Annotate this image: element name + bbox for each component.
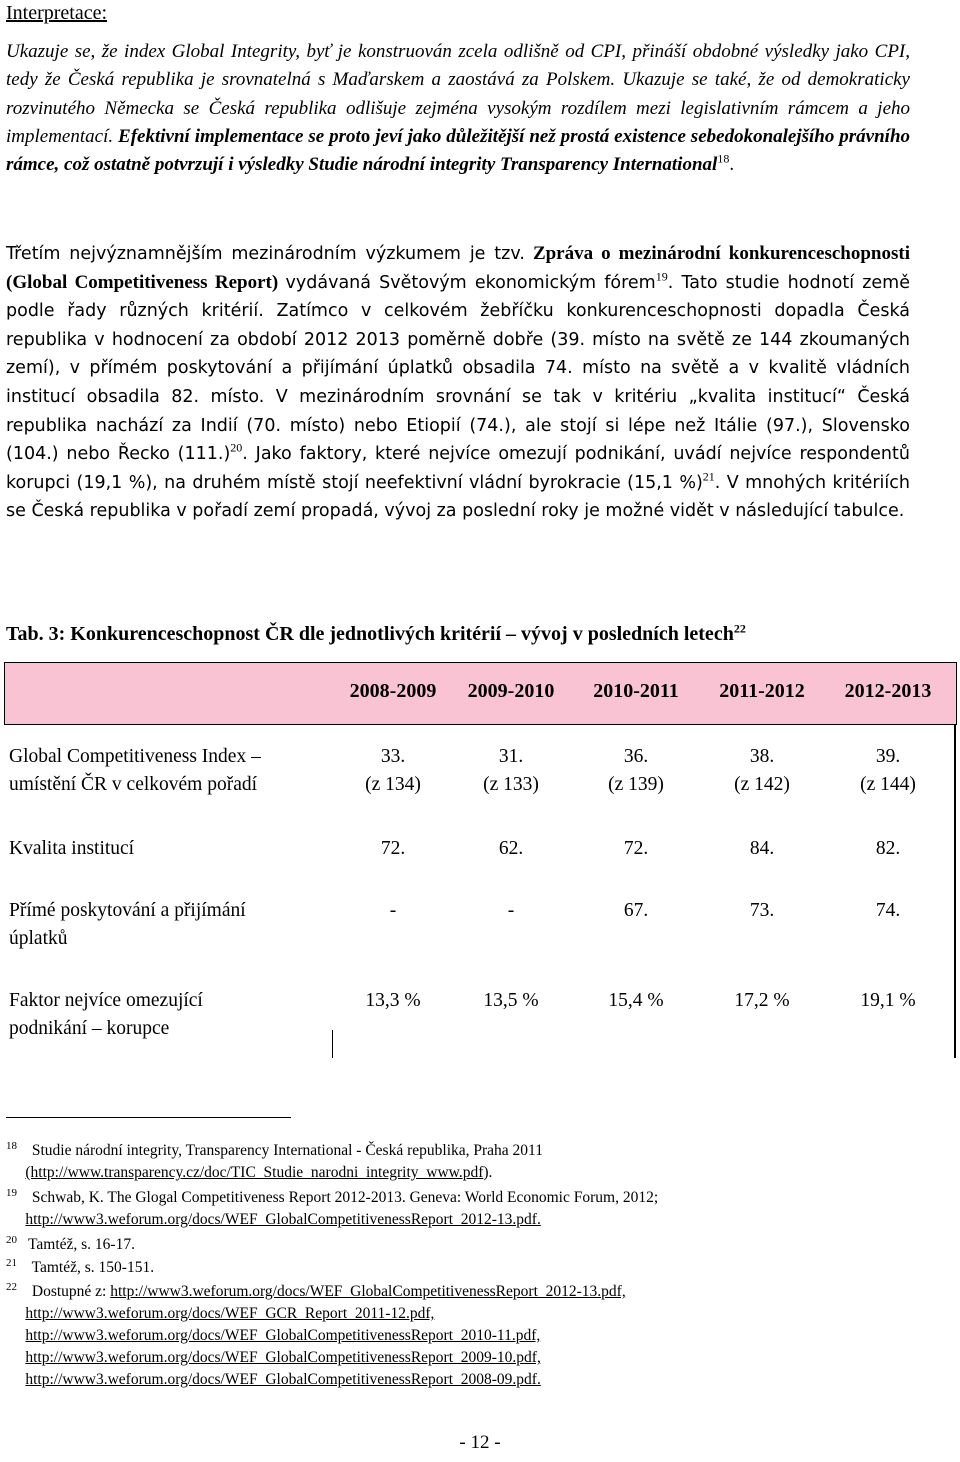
table-cell: 17,2 % [734, 990, 790, 1011]
table-caption [6, 620, 746, 648]
row-label [9, 743, 309, 799]
footnote-link[interactable]: http://www3.weforum.org/docs/WEF_GlobalCompetitivenessReport_2008-09.pdf. [25, 1371, 541, 1388]
table-cell: 39. (z 144) [860, 746, 916, 795]
table-cell: 72. [623, 838, 649, 859]
row-label [9, 987, 309, 1043]
p2-c: vydávaná Světovým ekonomickým fórem [285, 272, 656, 293]
table-cell: 72. [380, 838, 406, 859]
footnote-link[interactable]: http://www3.weforum.org/docs/WEF_GlobalCompetitivenessReport_2009-10.pdf, [25, 1349, 541, 1366]
footnote-text: ). [483, 1164, 493, 1181]
p2-d: . Tato studie hodnotí země podle řady různých kritérií. Zatímco v celkovém žebříčku konkurenceschopnosti dopadla Česká republika v hodnocení za období 2012 2013 poměrně dobře (39. místo na světě ze 144 zkoumaných zemí), v přímém poskytování a přijímání úplatků obsadila 74. místo na světě a v kvalitě vládních institucí obsadila 82. místo. V mezinárodním srovnání se tak v kritériu „kvalita institucí“ Česká republika nachází za Indií (70. místo) nebo Etiopií (74.), ale stojí si lépe než Itálie (97.), Slovensko (104.) nebo Řecko (111.) [6, 272, 910, 465]
table-right-border [954, 725, 956, 1058]
footnote-ref-18[interactable]: 18 [717, 151, 730, 166]
p2-a: Třetím nejvýznamnějším mezinárodním výzkumem je tzv. [6, 244, 525, 264]
row-label [9, 897, 309, 953]
footnote-text: Schwab, K. The Glogal Competitiveness Report 2012-2013. Geneva: World Economic Forum, 2012; [31, 1189, 659, 1206]
footnote-ref-22[interactable]: 22 [733, 621, 746, 636]
row-label-line: podnikání – korupce [9, 1018, 170, 1039]
footnote-ref-20[interactable]: 20 [230, 440, 243, 455]
table-cell: 67. [623, 900, 649, 921]
paragraph-interpretation [6, 38, 910, 179]
p1-sentence-2c: jeví jako důležitější než prostá existence sebedokonalejšího právního rámce, což ostatně potvrzují i výsledky Studie národní integrity Transparency International [6, 125, 911, 176]
year-header: 2012-2013 [844, 680, 932, 702]
year-header: 2008-2009 [349, 680, 437, 702]
footnote-link[interactable]: (http://www.transparency.cz/doc/TIC_Studie_narodni_integrity_www.pdf [25, 1164, 484, 1181]
footnote-text: Tamtéž, s. 150-151. [31, 1259, 155, 1276]
footnote-text: Tamtéž, s. 16-17. [28, 1236, 135, 1253]
year-header: 2011-2012 [719, 680, 805, 702]
p1-sentence-2b: o [360, 125, 376, 147]
p2-f: . V mnohých kritériích se Česká republika v pořadí zemí propadá, vývoj za poslední roky je možné vidět v následující tabulce. [6, 472, 910, 522]
page-number: - 12 - [459, 1432, 501, 1453]
footnote-text: Studie národní integrity, Transparency International - Česká republika, Praha 2011 [31, 1142, 543, 1159]
table-cell: - [507, 900, 515, 921]
table-cell: 13,3 % [365, 990, 421, 1011]
footnote-20: $^{20}$ Tamtéž, s. 16-17. [6, 1233, 135, 1253]
row-label-line: Přímé poskytování a přijímání [9, 900, 246, 921]
footnote-ref-19[interactable]: 19 [655, 269, 668, 284]
table-cell: - [389, 900, 397, 921]
table-cell: 62. [498, 838, 524, 859]
table-cell: 38. (z 142) [734, 746, 790, 795]
footnote-link[interactable]: http://www3.weforum.org/docs/WEF_GlobalCompetitivenessReport_2010-11.pdf, [25, 1327, 541, 1344]
p2-b: Zpráva o mezinárodní konkurenceschopnosti (Global Competitiveness Report) [6, 243, 910, 293]
footnote-link[interactable]: http://www3.weforum.org/docs/WEF_GCR_Report_2011-12.pdf, [25, 1305, 435, 1322]
footnote-link[interactable]: http://www3.weforum.org/docs/WEF_GlobalCompetitivenessReport_2012-13.pdf. [25, 1211, 541, 1228]
table-caption-text: Tab. 3: Konkurenceschopnost ČR dle jednotlivých kritérií – vývoj v posledních letech [6, 623, 734, 645]
footnote-22: $^{22}$ Dostupné z: http://www3.weforum.org/docs/WEF_GlobalCompetitivenessReport_2012-13.pdf, http://www3.weforum.org/docs/WEF_GCR_Report_2011-12.pdf, http://www3.weforum.org/docs/WEF_GlobalCompetitivenessReport_2010-11.pdf, http://www3.weforum.org/docs/WEF_GlobalCompetitivenessReport_2009-10.pdf, http://www3.weforum.org/docs/WEF_GlobalCompetitivenessReport_2008-09.pdf. [6, 1280, 626, 1388]
table-label-divider [332, 1030, 333, 1058]
table-cell: 33. (z 134) [365, 746, 421, 795]
table-cell: 82. [875, 838, 901, 859]
row-label-line: Faktor nejvíce omezující [9, 990, 203, 1011]
section-heading: Interpretace: [6, 2, 108, 24]
p2-e: . Jako faktory, které nejvíce omezují podnikání, uvádí nejvíce respondentů korupci (19,1 %), na druhém místě stojí neefektivní vládní byrokracie (15,1 %) [6, 444, 910, 493]
footnote-19: $^{19}$ Schwab, K. The Glogal Competitiveness Report 2012-2013. Geneva: World Economic Forum, 2012; http://www3.weforum.org/docs/WEF_GlobalCompetitivenessReport_2012-13.pdf. [6, 1186, 659, 1228]
table-cell: 73. [749, 900, 775, 921]
table-cell: 19,1 % [860, 990, 916, 1011]
table-cell: 74. [875, 900, 901, 921]
table-cell: 31. (z 133) [483, 746, 539, 795]
footnote-18: $^{18}$ Studie národní integrity, Transparency International - Česká republika, Praha 2011 (http://www.transparency.cz/doc/TIC_Studie_narodni_integrity_www.pdf). [6, 1139, 543, 1181]
footnote-ref-21[interactable]: 21 [702, 469, 715, 484]
table-cell: 84. [749, 838, 775, 859]
row-label-line: úplatků [9, 928, 68, 949]
row-label-line: Global Competitiveness Index – [9, 746, 261, 767]
row-label-line: umístění ČR v celkovém pořadí [9, 774, 258, 795]
year-header: 2009-2010 [467, 680, 555, 702]
p1-sentence-2a: Efektivní implementace se prot [118, 125, 361, 147]
paragraph-gcr [6, 240, 910, 526]
year-header: 2010-2011 [593, 680, 679, 702]
footnote-separator [6, 1117, 291, 1118]
footnote-link[interactable]: http://www3.weforum.org/docs/WEF_GlobalCompetitivenessReport_2012-13.pdf, [110, 1283, 626, 1300]
table-cell: 13,5 % [483, 990, 539, 1011]
p1-sentence-1: Ukazuje se, že index Global Integrity, byť je konstruován zcela odlišně od CPI, přináší obdobné výsledky jako CPI, tedy že Česká republika je srovnatelná s Maďarskem a zaostává za Polskem. Ukazuje se také, že od demokraticky rozvinutého Německa se Česká republika odlišuje zejména vysokým rozdílem mezi legislativním rámcem a jeho implementací. [6, 41, 910, 147]
row-label: Kvalita institucí [9, 838, 135, 859]
table-cell: 36. (z 139) [608, 746, 664, 795]
footnote-text: Dostupné z: [31, 1283, 111, 1300]
table-cell: 15,4 % [608, 990, 664, 1011]
p1-end: . [729, 154, 735, 176]
footnote-21: $^{21}$ Tamtéž, s. 150-151. [6, 1256, 155, 1276]
